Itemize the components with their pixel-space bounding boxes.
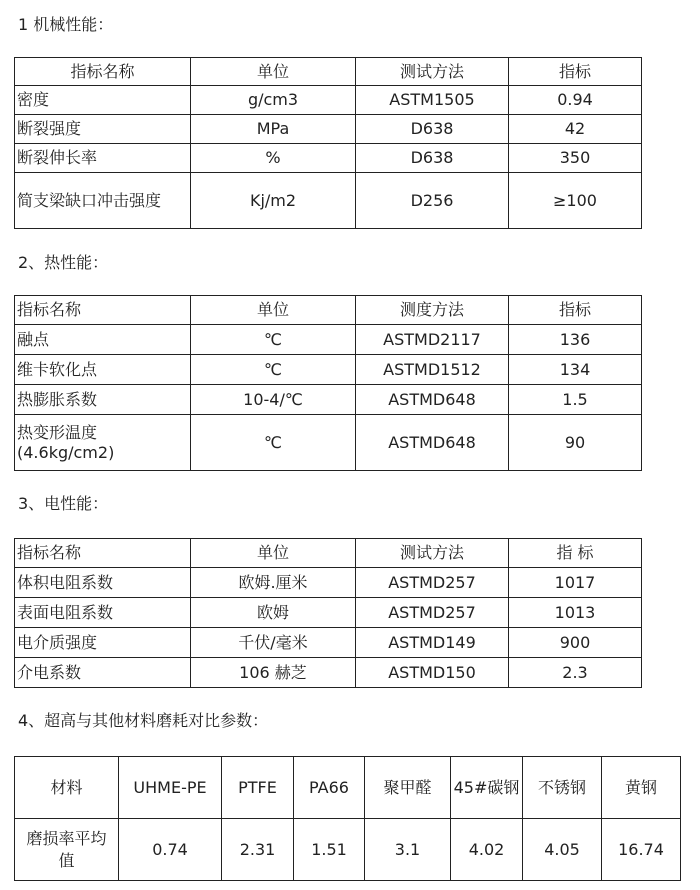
table-cell: 1017 — [509, 568, 642, 598]
table-row — [15, 568, 642, 598]
table-cell: 融点 — [15, 325, 191, 355]
column-header: 测试方法 — [356, 58, 509, 86]
table-cell: ASTMD150 — [356, 658, 509, 688]
column-header: PTFE — [222, 757, 294, 819]
table-header-row — [15, 296, 642, 325]
table-cell: ℃ — [191, 415, 356, 471]
table-cell: ℃ — [191, 355, 356, 385]
table-row — [15, 819, 681, 881]
column-header: 单位 — [191, 58, 356, 86]
table-cell: 0.94 — [509, 86, 642, 115]
column-header: 测度方法 — [356, 296, 509, 325]
table-cell: 1.51 — [294, 819, 365, 881]
column-header: 指标 — [509, 58, 642, 86]
section-4-heading: 4、超高与其他材料磨耗对比参数： — [18, 711, 269, 730]
table-row — [15, 658, 642, 688]
table-cell: 4.02 — [451, 819, 523, 881]
table-cell: 136 — [509, 325, 642, 355]
table-cell: 42 — [509, 115, 642, 144]
column-header: 指标名称 — [15, 58, 191, 86]
table-header-row — [15, 58, 642, 86]
table-cell: ASTMD648 — [356, 385, 509, 415]
table-cell: 0.74 — [119, 819, 222, 881]
column-header: 测试方法 — [356, 539, 509, 568]
table-cell: 1.5 — [509, 385, 642, 415]
table-cell: 134 — [509, 355, 642, 385]
table-cell: 电介质强度 — [15, 628, 191, 658]
table-cell: 106 赫芝 — [191, 658, 356, 688]
table-row — [15, 86, 642, 115]
table-cell: 密度 — [15, 86, 191, 115]
table-cell: ≥100 — [509, 173, 642, 229]
column-header: 聚甲醛 — [365, 757, 451, 819]
table-row — [15, 115, 642, 144]
wear-comparison-table — [14, 756, 681, 881]
table-cell: 欧姆.厘米 — [191, 568, 356, 598]
table-cell: ASTMD648 — [356, 415, 509, 471]
column-header: 指标名称 — [15, 539, 191, 568]
section-1-heading: 1 机械性能： — [18, 15, 114, 34]
table-row — [15, 173, 642, 229]
table-cell: 16.74 — [602, 819, 681, 881]
table-cell: 350 — [509, 144, 642, 173]
section-3-heading: 3、电性能： — [18, 494, 109, 513]
table-cell: 介电系数 — [15, 658, 191, 688]
table-cell: ASTM1505 — [356, 86, 509, 115]
table-cell: ASTMD2117 — [356, 325, 509, 355]
table-cell: 热变形温度(4.6kg/cm2) — [15, 415, 191, 471]
table-cell: MPa — [191, 115, 356, 144]
table-cell: 2.31 — [222, 819, 294, 881]
table-cell: % — [191, 144, 356, 173]
table-cell: ASTMD257 — [356, 598, 509, 628]
table-row — [15, 385, 642, 415]
column-header: 单位 — [191, 296, 356, 325]
table-cell: ASTMD1512 — [356, 355, 509, 385]
column-header: 45#碳钢 — [451, 757, 523, 819]
table-header-row — [15, 757, 681, 819]
table-cell: 1013 — [509, 598, 642, 628]
table-header-row — [15, 539, 642, 568]
table-cell: 体积电阻系数 — [15, 568, 191, 598]
table-cell: ASTMD149 — [356, 628, 509, 658]
table-cell: 热膨胀系数 — [15, 385, 191, 415]
column-header: UHME-PE — [119, 757, 222, 819]
mechanical-properties-table — [14, 57, 642, 229]
column-header: 黄钢 — [602, 757, 681, 819]
table-row — [15, 628, 642, 658]
table-cell: 欧姆 — [191, 598, 356, 628]
table-cell: 900 — [509, 628, 642, 658]
column-header: 指标 — [509, 296, 642, 325]
electrical-properties-table — [14, 538, 642, 688]
table-cell: 90 — [509, 415, 642, 471]
table-cell: ℃ — [191, 325, 356, 355]
table-cell: 断裂强度 — [15, 115, 191, 144]
table-cell: 3.1 — [365, 819, 451, 881]
table-cell: D638 — [356, 115, 509, 144]
column-header: 指 标 — [509, 539, 642, 568]
thermal-properties-table — [14, 295, 642, 471]
table-cell: 断裂伸长率 — [15, 144, 191, 173]
table-cell: 表面电阻系数 — [15, 598, 191, 628]
table-cell: 磨损率平均值 — [15, 819, 119, 881]
column-header: 材料 — [15, 757, 119, 819]
table-cell: g/cm3 — [191, 86, 356, 115]
table-cell: 10-4/℃ — [191, 385, 356, 415]
table-row — [15, 144, 642, 173]
table-row — [15, 598, 642, 628]
column-header: 指标名称 — [15, 296, 191, 325]
table-cell: Kj/m2 — [191, 173, 356, 229]
column-header: 单位 — [191, 539, 356, 568]
table-cell: D256 — [356, 173, 509, 229]
table-cell: D638 — [356, 144, 509, 173]
table-row — [15, 325, 642, 355]
table-row — [15, 355, 642, 385]
section-2-heading: 2、热性能： — [18, 253, 109, 272]
column-header: PA66 — [294, 757, 365, 819]
table-cell: 4.05 — [523, 819, 602, 881]
table-row — [15, 415, 642, 471]
table-cell: 简支梁缺口冲击强度 — [15, 173, 191, 229]
table-cell: ASTMD257 — [356, 568, 509, 598]
table-cell: 2.3 — [509, 658, 642, 688]
table-cell: 千伏/毫米 — [191, 628, 356, 658]
table-cell: 维卡软化点 — [15, 355, 191, 385]
column-header: 不锈钢 — [523, 757, 602, 819]
